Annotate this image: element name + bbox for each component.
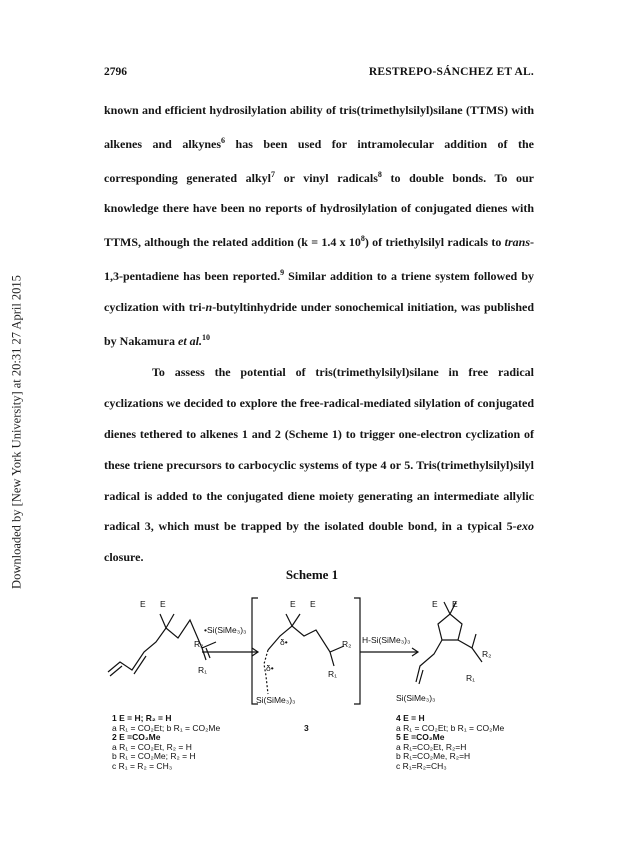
legend-line: b R₁ = CO₂Me; R₂ = H <box>112 751 196 762</box>
right-compound-legend <box>396 714 504 772</box>
label-R1: R₁ <box>328 669 338 679</box>
reagent-ttms: H-Si(SiMe₃)₃ <box>362 635 411 645</box>
citation: 7 <box>270 169 275 179</box>
legend-line: 1 E = H; R₂ = H <box>112 713 172 723</box>
text: Similar addition to a triene system followed by cyclization with tri- <box>104 268 534 314</box>
legend-line: a R₁ = CO₂Et; b R₁ = CO₂Me <box>396 722 505 733</box>
label-R2: R₂ <box>482 649 492 659</box>
text: and <box>247 426 275 441</box>
bracket-right <box>354 598 360 704</box>
citation: 6 <box>221 135 226 145</box>
running-head: RESTREPO-SÁNCHEZ ET AL. <box>368 66 534 78</box>
italic-text: n <box>205 299 213 314</box>
legend-line: 4 E = H <box>396 713 425 723</box>
label-E: E <box>160 599 166 609</box>
italic-text: et al. <box>178 333 203 348</box>
text: to double bonds. To our knowledge there have been no reports of hydrosilylation of conjugated dienes with TTMS, although the related addition (k = 1.4 x 10 <box>104 170 534 250</box>
page-header <box>104 66 534 84</box>
label-delta-radical: δ• <box>266 663 274 673</box>
legend-line: 2 E =CO₂Me <box>112 732 161 743</box>
text: or vinyl radicals <box>274 170 378 185</box>
text: ) of triethylsilyl radicals to <box>364 235 505 250</box>
exponent: 8 <box>360 234 365 244</box>
label-E: E <box>290 599 296 609</box>
compound-ref: 2 <box>274 426 281 441</box>
label-silyl-group: Si(SiMe₃)₃ <box>396 693 436 703</box>
citation: 10 <box>202 332 211 342</box>
compound-3-label: 3 <box>304 723 309 733</box>
legend-line: c R₁ = R₂ = CH₃ <box>112 760 173 771</box>
reaction-scheme <box>98 590 558 800</box>
paragraph-2 <box>104 357 534 573</box>
article-body <box>104 95 534 573</box>
italic-text: trans <box>504 235 530 250</box>
legend-line: a R₁=CO₂Et, R₂=H <box>396 741 467 752</box>
text: or <box>386 457 405 472</box>
label-R2: R₂ <box>194 639 204 649</box>
legend-line: a R₁ = CO₂Et; b R₁ = CO₂Me <box>112 722 221 733</box>
download-watermark <box>0 0 34 864</box>
text: (Scheme 1) to trigger one-electron cyclization of these triene precursors to carbocyclic systems of type <box>104 426 534 472</box>
label-E: E <box>432 599 438 609</box>
intermediate-radical-structure <box>264 614 344 694</box>
text: . Tris(trimethylsilyl)silyl radical is added to the conjugated diene moiety generating an intermediate allylic radical <box>104 457 535 534</box>
left-compound-legend <box>112 714 220 772</box>
scheme-title: Scheme 1 <box>285 567 339 582</box>
compound-ref: 4 <box>380 457 387 472</box>
product-cyclopentane-structure <box>416 599 482 684</box>
citation: 9 <box>280 267 285 277</box>
text: To assess the potential of tris(trimethylsilyl)silane in free radical cyclizations we decided to explore the free-radical-mediated silylation of conjugated dienes tethered to alkenes <box>104 365 534 441</box>
text: -butyltinhydride under sonochemical initiation, was published by Nakamura <box>104 299 534 348</box>
italic-text: exo <box>516 519 534 534</box>
label-R1: R₁ <box>198 665 208 675</box>
legend-line: a R₁ = CO₂Et, R₂ = H <box>112 741 192 752</box>
text: known and efficient hydrosilylation ability of tris(trimethylsilyl)silane (TTMS) with alkenes and alkynes <box>104 103 534 151</box>
label-R2: R₂ <box>342 639 352 649</box>
text: has been used for intramolecular addition of the corresponding generated alkyl <box>104 136 534 185</box>
compound-ref: 1 <box>241 426 248 441</box>
legend-line: 5 E =CO₂Me <box>396 732 445 743</box>
text: , which must be trapped by the isolated double bond, in a typical 5- <box>150 519 517 534</box>
label-E: E <box>452 599 458 609</box>
label-silyl-group: Si(SiMe₃)₃ <box>256 695 296 705</box>
page-number: 2796 <box>104 66 127 78</box>
label-R1: R₁ <box>466 673 476 683</box>
text: closure. <box>104 550 144 565</box>
paragraph-1 <box>104 95 534 356</box>
legend-line: c R₁=R₂=CH₃ <box>396 760 447 771</box>
reagent-silyl-radical: •Si(SiMe₃)₃ <box>204 625 247 635</box>
text: -1,3-pentadiene has been reported. <box>104 235 534 283</box>
compound-ref: 5 <box>404 457 411 472</box>
citation: 8 <box>377 169 382 179</box>
label-delta-radical: δ• <box>280 637 288 647</box>
legend-line: b R₁=CO₂Me, R₂=H <box>396 751 471 762</box>
compound-ref: 3 <box>144 519 151 534</box>
label-E: E <box>140 599 146 609</box>
download-note: Downloaded by [New York University] at 20:31 27 April 2015 <box>9 275 24 589</box>
label-E: E <box>310 599 316 609</box>
